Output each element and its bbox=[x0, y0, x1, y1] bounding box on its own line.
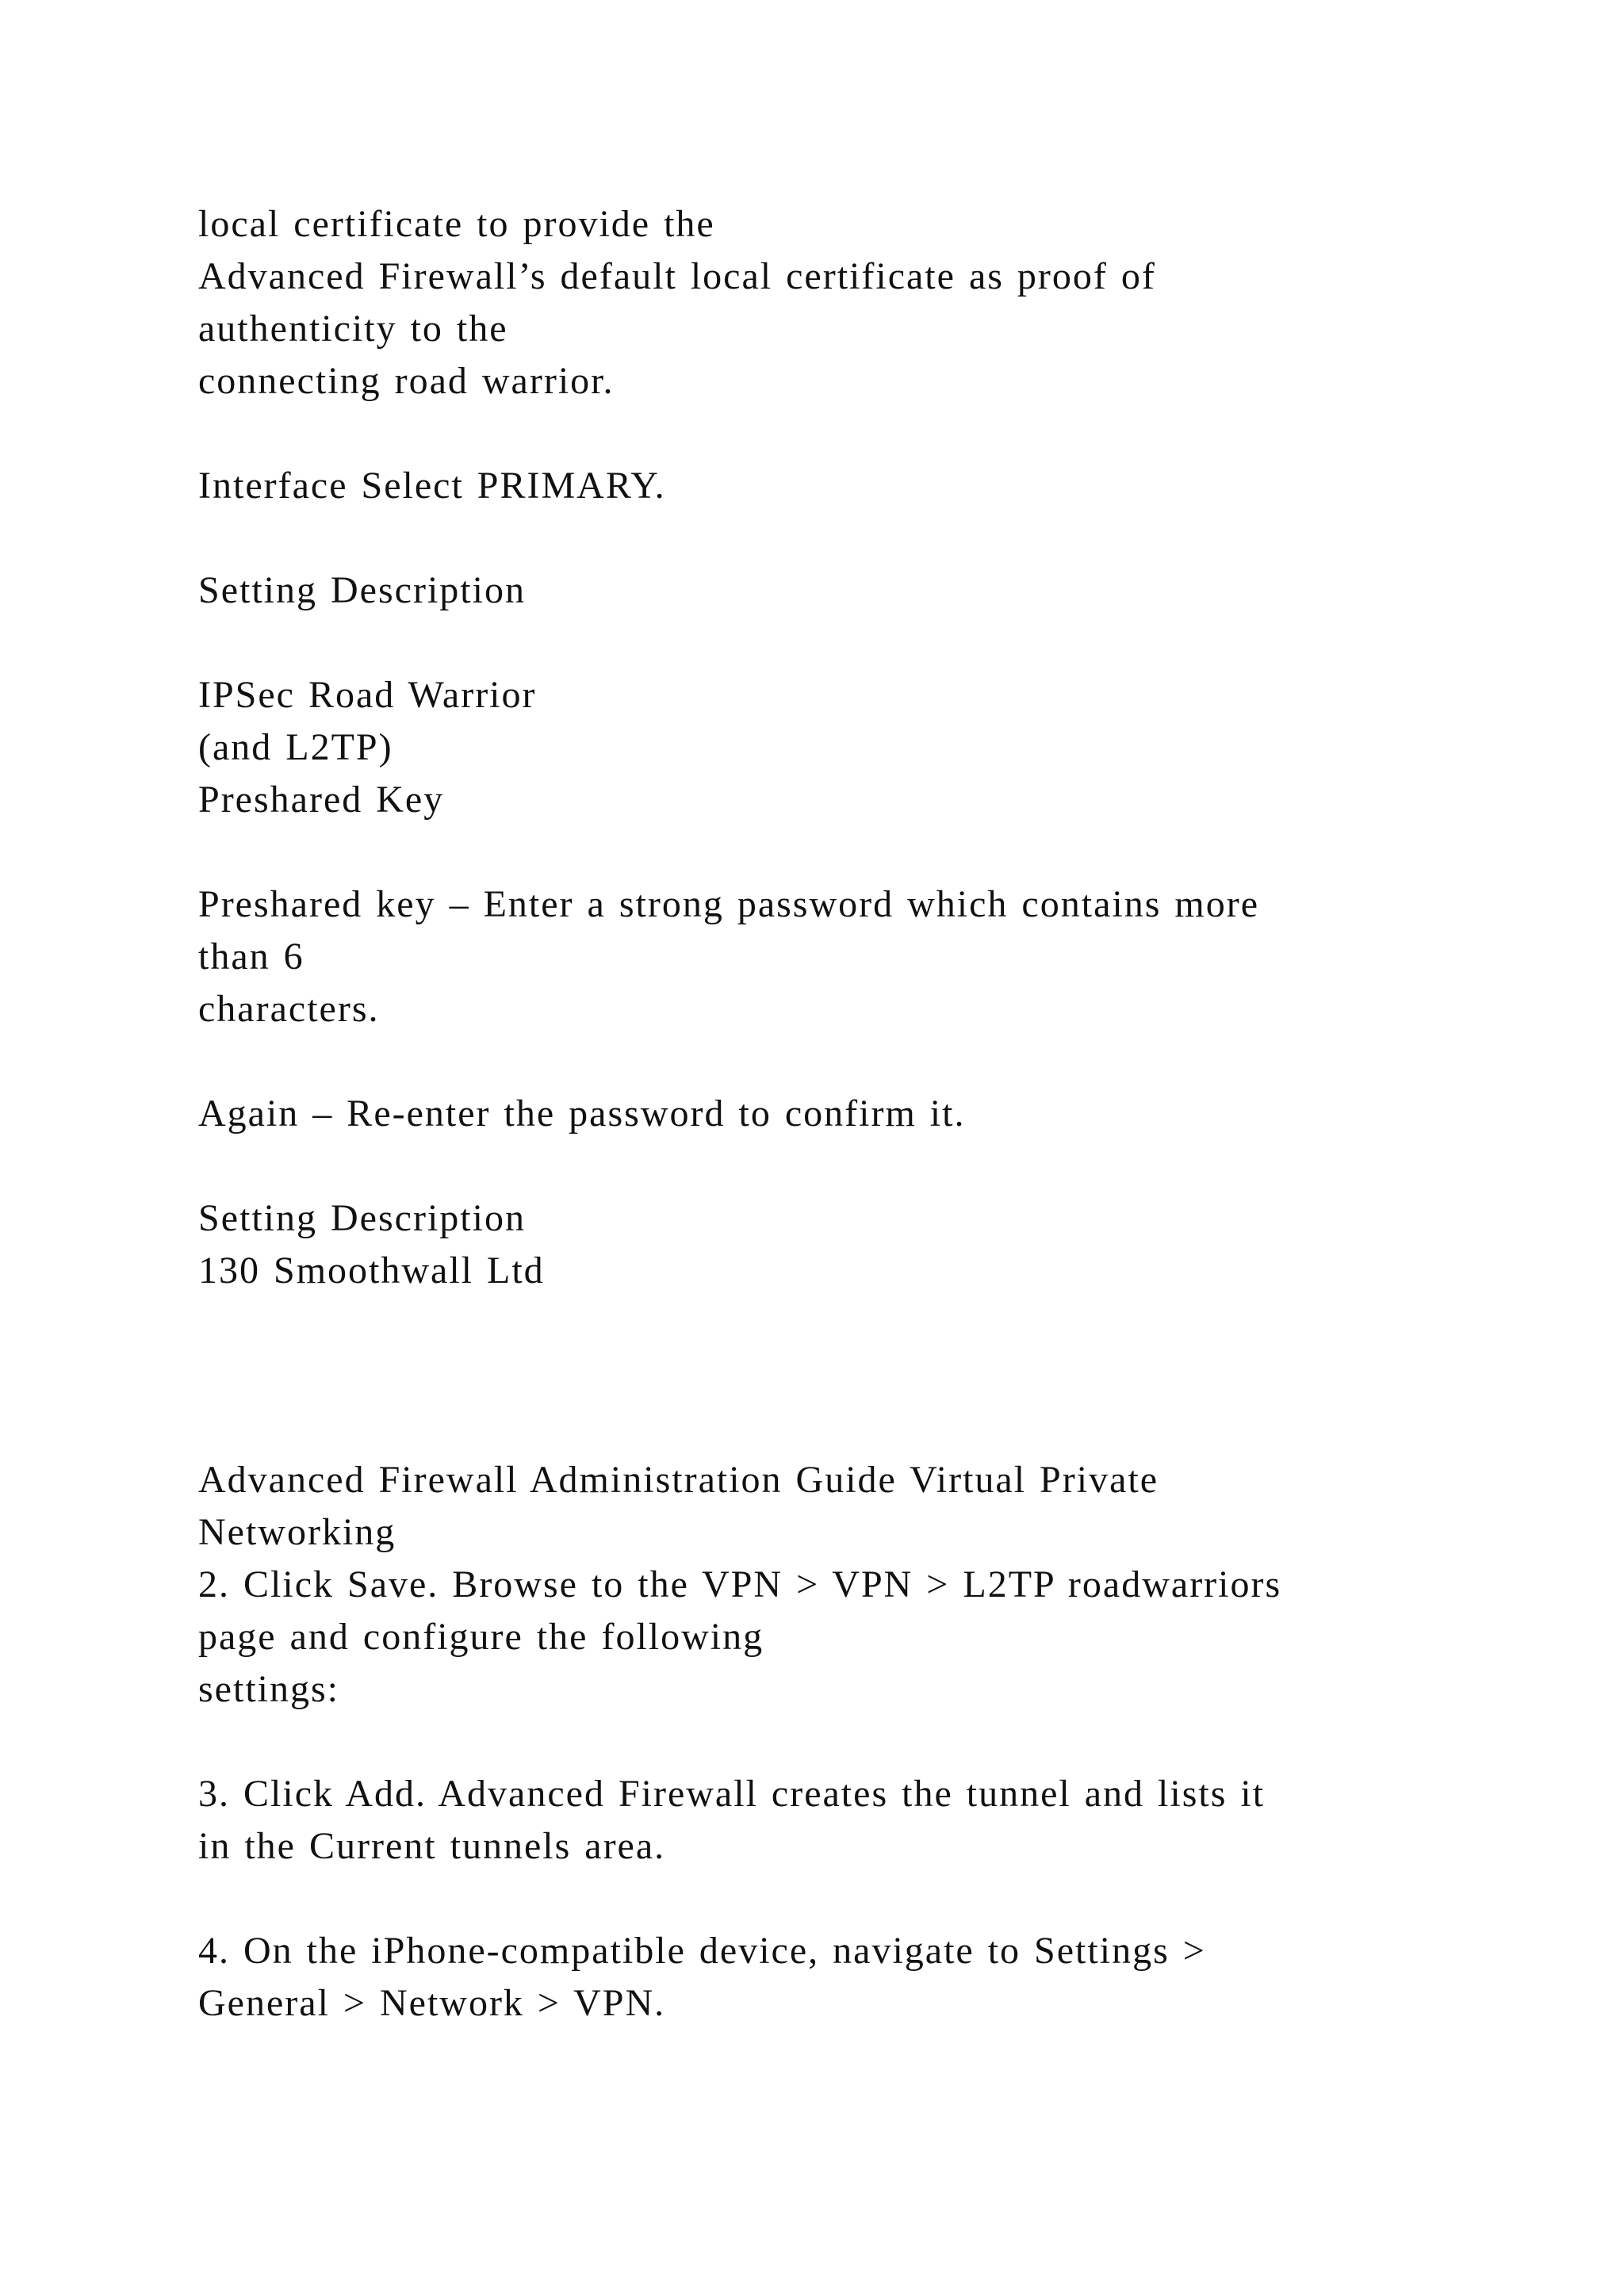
spacer bbox=[198, 408, 1467, 460]
running-header: Advanced Firewall Administration Guide Virtual Private bbox=[198, 1459, 1159, 1501]
spacer bbox=[198, 512, 1467, 564]
spacer bbox=[198, 1035, 1467, 1088]
text-line: Again – Re-enter the password to confirm it. bbox=[198, 1093, 966, 1135]
text-line: Networking bbox=[198, 1511, 396, 1553]
spacer bbox=[198, 1716, 1467, 1768]
paragraph-step-3 bbox=[198, 1768, 1467, 1873]
text-line: characters. bbox=[198, 988, 380, 1030]
paragraph-preshared-key bbox=[198, 878, 1467, 1035]
text-line: (and L2TP) bbox=[198, 726, 393, 768]
text-line: Preshared Key bbox=[198, 779, 445, 821]
paragraph-certificate bbox=[198, 198, 1467, 408]
text-line: than 6 bbox=[198, 936, 304, 978]
text-line: settings: bbox=[198, 1668, 340, 1710]
text-line: Setting Description bbox=[198, 569, 526, 611]
text-line: local certificate to provide the bbox=[198, 203, 715, 245]
text-line: Setting Description bbox=[198, 1197, 526, 1239]
spacer bbox=[198, 1297, 1467, 1454]
spacer bbox=[198, 617, 1467, 669]
spacer bbox=[198, 1140, 1467, 1192]
text-line: 2. Click Save. Browse to the VPN > VPN > L2TP roadwarriors bbox=[198, 1563, 1282, 1605]
text-line: 4. On the iPhone-compatible device, navigate to Settings > bbox=[198, 1930, 1206, 1972]
paragraph-step-2 bbox=[198, 1454, 1467, 1716]
paragraph-interface bbox=[198, 460, 1467, 512]
spacer bbox=[198, 826, 1467, 878]
text-line: in the Current tunnels area. bbox=[198, 1825, 666, 1867]
setting-name-preshared-key bbox=[198, 669, 1467, 826]
text-line: page and configure the following bbox=[198, 1616, 764, 1658]
text-line: Preshared key – Enter a strong password which contains more bbox=[198, 883, 1260, 925]
page-number-footer: 130 Smoothwall Ltd bbox=[198, 1249, 545, 1292]
paragraph-step-4 bbox=[198, 1925, 1467, 2030]
document-page bbox=[198, 198, 1467, 2030]
text-line: 3. Click Add. Advanced Firewall creates the tunnel and lists it bbox=[198, 1773, 1266, 1815]
paragraph-again bbox=[198, 1088, 1467, 1140]
text-line: General > Network > VPN. bbox=[198, 1982, 666, 2024]
table-header-setting-description bbox=[198, 564, 1467, 617]
text-line: IPSec Road Warrior bbox=[198, 674, 537, 716]
spacer bbox=[198, 1873, 1467, 1925]
page-footer bbox=[198, 1192, 1467, 1297]
text-line: connecting road warrior. bbox=[198, 360, 615, 402]
text-line: Advanced Firewall’s default local certificate as proof of bbox=[198, 255, 1156, 297]
text-line: authenticity to the bbox=[198, 308, 508, 350]
text-line: Interface Select PRIMARY. bbox=[198, 465, 666, 507]
